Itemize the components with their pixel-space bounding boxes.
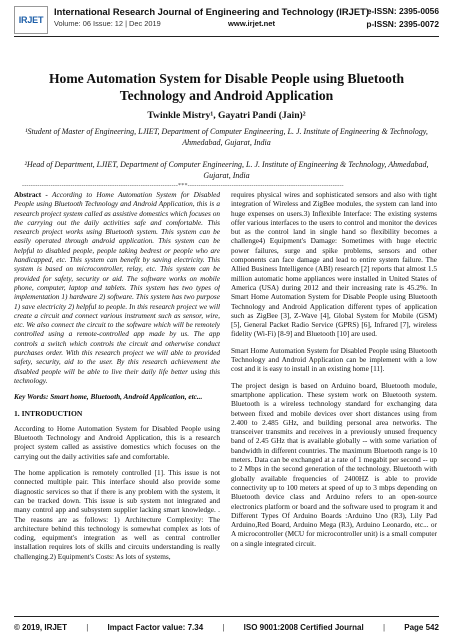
- affiliation-1: ¹Student of Master of Engineering, LJIET, Department of Computer Engineering, L. J. Institute of Engineering & Technology, Ahmedabad, Gujarat, India: [25, 127, 428, 147]
- footer-rule: [14, 616, 439, 617]
- paper-authors: Twinkle Mistry¹, Gayatri Pandi (Jain)²: [147, 110, 306, 121]
- logo-text: IRJET: [18, 15, 44, 25]
- right-paragraph-1: requires physical wires and sophisticated sensors and also with tight integration of Wireless and ZigBee modules, the system can land into huge expenses on users.3) Inflexible Interface: The existing systems offer various interfaces to the users to control and monitor the devices but as the control land in single hand so flexibility becomes a challenge4) Equipment's Damage: Sometimes with huge electric power failures, surge and spike problems, sensors and other components can face damage and lead to entire system failure. The Allied Business Intelligence (ABI) research [2] reports that almost 1.5 million automatic home appliances were installed in United States of America (USA) during 2012 and their increasing rate is 45.2%. In Smart Home Automation System for Disable People using Bluetooth Technology and Android Application different types of application such as ZigBee [3], Z-Wave [4], Global System for Mobile (GSM) [5], General Packet Radio Service (GPRS) [6], Infrared [7], wireless fidelity (Wi-Fi) [8-9] and Bluetooth [10] are used.: [231, 190, 437, 339]
- irjet-logo: [14, 6, 48, 34]
- section-divider: -----------------------------------------------------------------------***-----------------------------------------------------------------------: [22, 183, 344, 189]
- keywords-label: Key Words:: [14, 392, 49, 402]
- right-paragraph-3: The project design is based on Arduino board, Bluetooth module, smartphone application. These system work on Bluetooth system. Bluetooth is a wireless technology standard for exchanging data between fixed and mobile devices over short distances using from 2.400 to 2.485 GHz, and building personal area networks. The transceiver transmits and receives in a previously unused frequency band of 2.45 GHz that is available globally -- with some variation of bandwidth in different countries. The maximum Bluetooth range is 10 meters. Data can be exchanged at a rate of 1 megabit per second -- up to 2 Mbps in the second generation of the technology. Bluetooth with globally available frequencies of 2400HZ is able to provide connectivity up to 100 meters at speed of up to 3 mbps depending on Bluetooth device class and Arduino refers to an open-source electronics platform or board and the software used to program it and Different Types Of Arduino Boards :Arduino Uno (R3), Lily Pad Arduino,Red Board, Arduino Mega (R3), Arduino Leonardo, etc... or A microcontroller (MCU for microcontroller unit) is a small computer on a single integrated circuit.: [231, 380, 437, 548]
- section-heading-introduction: 1. INTRODUCTION: [14, 408, 83, 418]
- footer-separator: |: [86, 622, 89, 632]
- page-footer: [14, 620, 439, 634]
- volume-issue: Volume: 06 Issue: 12 | Dec 2019: [54, 19, 161, 28]
- journal-website[interactable]: www.irjet.net: [228, 19, 275, 28]
- intro-paragraph-1: According to Home Automation System for Disabled People using Bluetooth Technology and Android Application, this is a research project system called as assistive domestics which focuses on the carrying out the daily activities safe and comfortable.: [14, 423, 220, 461]
- affiliation-2: ²Head of Department, LJIET, Department of Computer Engineering, L. J. Institute of Engineering & Technology, Ahmedabad, Gujarat, India: [24, 160, 429, 180]
- header-rule: [14, 36, 439, 37]
- abstract-label: Abstract -: [14, 190, 48, 199]
- eissn: e-ISSN: 2395-0056: [366, 6, 439, 16]
- journal-header: [14, 6, 439, 36]
- keywords-text: Smart home, Bluetooth, Android Application, etc...: [50, 392, 203, 402]
- abstract-text: According to Home Automation System for Disabled People using Bluetooth Technology and Android Application, this is a research project system called as assistive domestics which focuses on the carrying out the daily activities safe and comfortable. This research project works using Bluetooth system. This system can be easily operated through android application. This system can be helpful to disabled people, people taking bedrest or people who are handicapped, etc. This system can benefit by saving electricity. This system is based on microcontroller, relay, etc. This system can be provided for safety, security or aid. The software works on mobile phone, computer, laptop and tablets. This system has two types of implementation 1) hardware 2) software. This system has two purpose 1) save electricity 2) helpful to people. In this research project we will create a circuit and connect various instrument such as sensor, wire, etc. We also connect the circuit to the software which will be remotely controlled using a remote-controlled app made by us. The app controls a switch which controls the circuit and otherwise conduct purchases order. With this research project we will able to provided safety, security, aid to the user. By this research achievement the disabled people will be able to live their daily life better using this technology.: [14, 190, 220, 385]
- footer-separator: |: [382, 622, 386, 632]
- footer-impact-factor: Impact Factor value: 7.34: [107, 622, 204, 632]
- right-column: [231, 190, 437, 608]
- footer-page-number: Page 542: [404, 622, 439, 632]
- footer-copyright: © 2019, IRJET: [14, 622, 68, 632]
- left-column: [14, 190, 220, 608]
- keywords: [14, 392, 220, 401]
- intro-paragraph-2: The home application is remotely controlled [1]. This issue is not connected multiple pair. This interface should also provide some diagnostic services so that if there is any problem with the system, it can be tracked down. This issue is sub system not integrated and many control app and subsystem supplier lacking smart knowledge. . The reasons are as follows: 1) Architecture Complexity: The architecture behind this technology is somewhat complex as lots of coding, equipment's integration as well as central controller installation requires lots of skills and circuits understanding is really challenging.2) Equipment's Costs: As lots of systems,: [14, 468, 220, 561]
- footer-iso: ISO 9001:2008 Certified Journal: [243, 622, 364, 632]
- pissn: p-ISSN: 2395-0072: [366, 19, 439, 29]
- journal-title: International Research Journal of Engineering and Technology (IRJET): [54, 6, 369, 17]
- footer-separator: |: [222, 622, 225, 632]
- paper-title: Home Automation System for Disable People using Bluetooth Technology and Android Application: [48, 71, 405, 103]
- abstract: [14, 190, 220, 385]
- right-paragraph-2: Smart Home Automation System for Disabled People using Bluetooth Technology and Android Application can be implement with a low cost and it is easy to install in an existing home [11].: [231, 345, 437, 374]
